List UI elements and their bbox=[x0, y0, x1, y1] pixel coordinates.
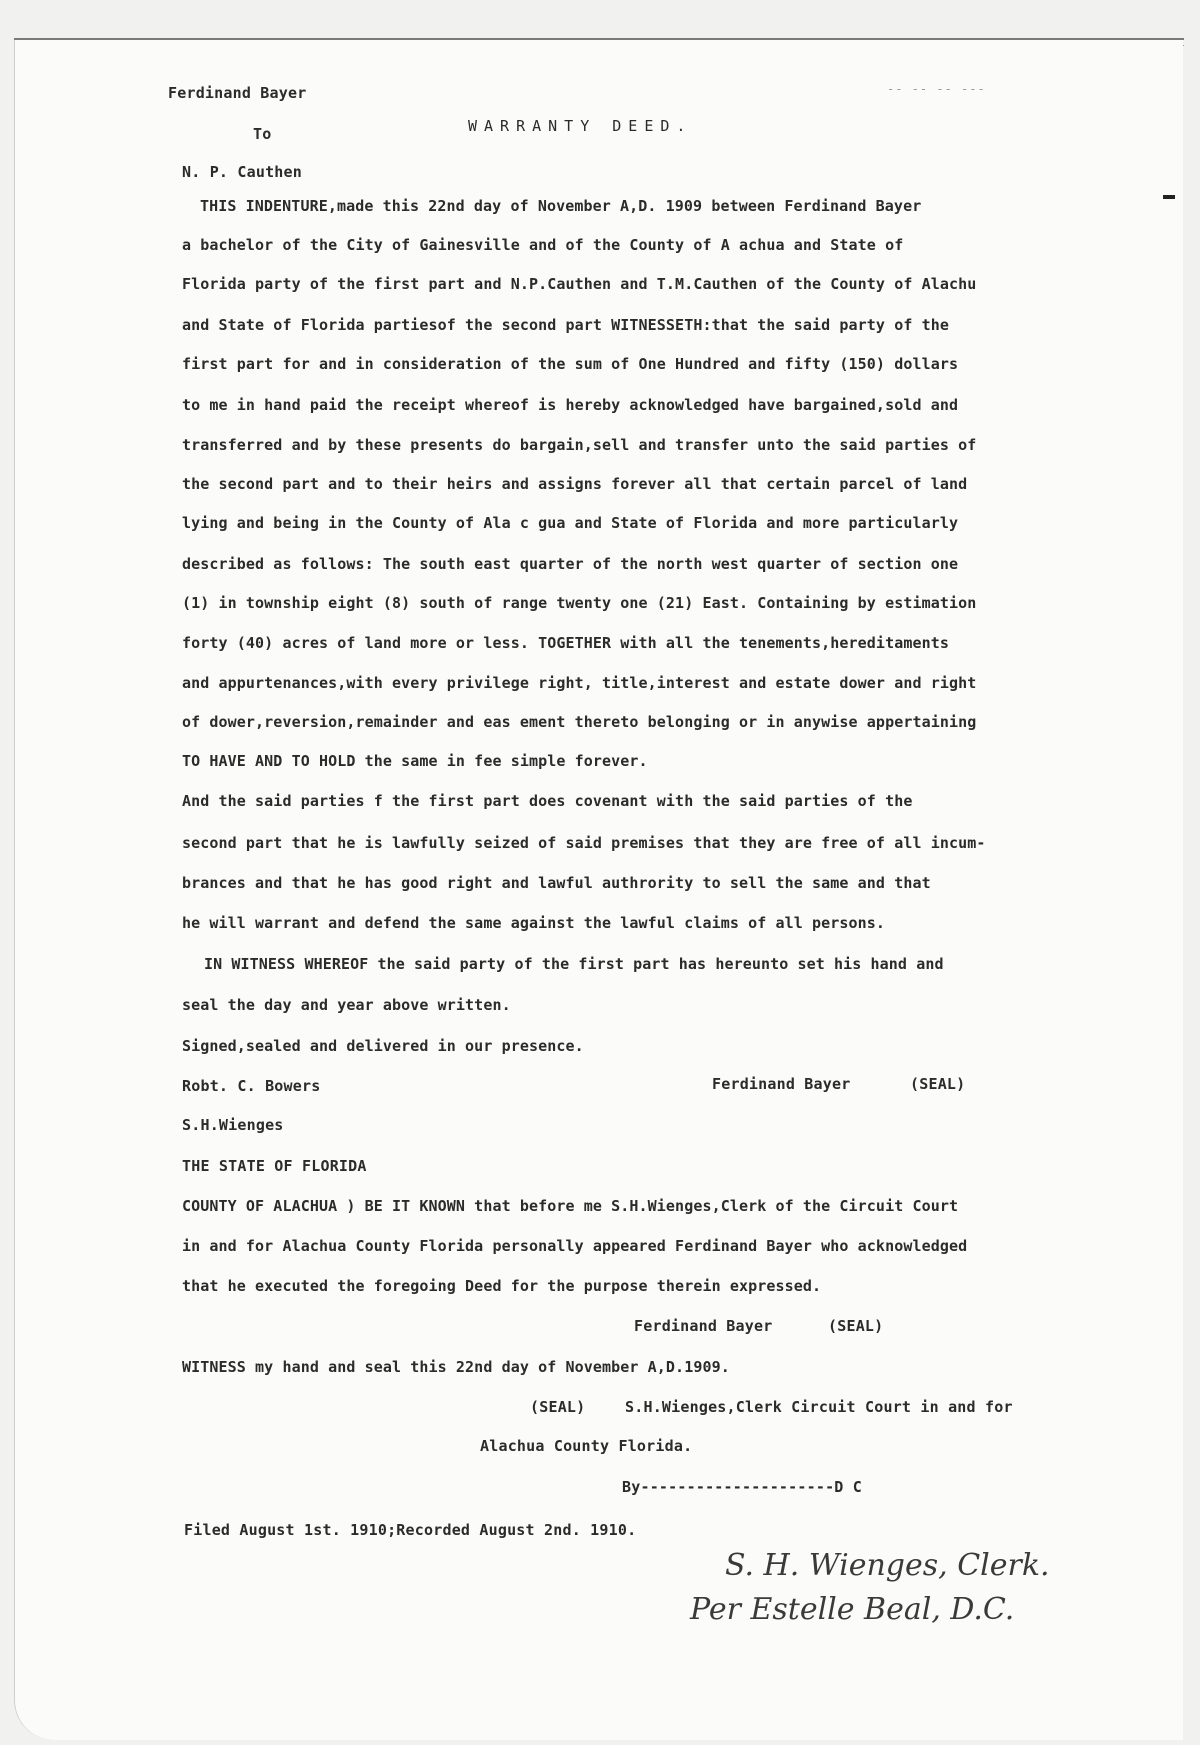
to-label: To bbox=[253, 125, 272, 143]
margin-mark bbox=[1163, 195, 1175, 199]
document-title: WARRANTY DEED. bbox=[468, 117, 693, 135]
signer-name: Ferdinand Bayer bbox=[712, 1075, 851, 1093]
body-line: transferred and by these presents do bargain,sell and transfer unto the said parties of bbox=[182, 436, 977, 454]
body-line: brances and that he has good right and lawful authrority to sell the same and that bbox=[182, 874, 931, 892]
body-line: And the said parties f the first part does covenant with the said parties of the bbox=[182, 792, 913, 810]
grantor-name: Ferdinand Bayer bbox=[168, 84, 307, 102]
grantee-name: N. P. Cauthen bbox=[182, 163, 302, 181]
state-heading: THE STATE OF FLORIDA bbox=[182, 1157, 367, 1175]
witness-line: WITNESS my hand and seal this 22nd day of November A,D.1909. bbox=[182, 1358, 730, 1376]
handwritten-clerk-signature: S. H. Wienges, Clerk. bbox=[725, 1548, 1050, 1583]
body-line: a bachelor of the City of Gainesville and of the County of A achua and State of bbox=[182, 236, 904, 254]
body-line: the second part and to their heirs and assigns forever all that certain parcel of land bbox=[182, 475, 968, 493]
clerk-seal-label: (SEAL) bbox=[530, 1398, 586, 1416]
body-line: first part for and in consideration of the sum of One Hundred and fifty (150) dollars bbox=[182, 355, 959, 373]
body-line: seal the day and year above written. bbox=[182, 996, 511, 1014]
acknowledgment-line: in and for Alachua County Florida personally appeared Ferdinand Bayer who acknowledged bbox=[182, 1237, 968, 1255]
body-line: and State of Florida partiesof the second part WITNESSETH:that the said party of the bbox=[182, 316, 949, 334]
seal-label: (SEAL) bbox=[910, 1075, 966, 1093]
body-line: he will warrant and defend the same against the lawful claims of all persons. bbox=[182, 914, 886, 932]
body-line: second part that he is lawfully seized of said premises that they are free of all incum- bbox=[182, 834, 986, 852]
body-line: Signed,sealed and delivered in our presence. bbox=[182, 1037, 584, 1055]
handwritten-deputy-signature: Per Estelle Beal, D.C. bbox=[690, 1592, 1015, 1627]
body-line: described as follows: The south east quarter of the north west quarter of section one bbox=[182, 555, 959, 573]
body-line: (1) in township eight (8) south of range twenty one (21) East. Containing by estimation bbox=[182, 594, 977, 612]
witness-name: S.H.Wienges bbox=[182, 1116, 284, 1134]
body-line: to me in hand paid the receipt whereof is hereby acknowledged have bargained,sold and bbox=[182, 396, 959, 414]
acknowledgment-line: that he executed the foregoing Deed for the purpose therein expressed. bbox=[182, 1277, 822, 1295]
filing-notation: Filed August 1st. 1910;Recorded August 2nd. 1910. bbox=[184, 1521, 637, 1539]
body-line: lying and being in the County of Ala c gua and State of Florida and more particularly bbox=[182, 514, 959, 532]
body-line: THIS INDENTURE,made this 22nd day of November A,D. 1909 between Ferdinand Bayer bbox=[200, 197, 922, 215]
deputy-clerk-line: By---------------------D C bbox=[622, 1478, 862, 1496]
clerk-county: Alachua County Florida. bbox=[480, 1437, 693, 1455]
seal-label: (SEAL) bbox=[828, 1317, 884, 1335]
acknowledgment-line: COUNTY OF ALACHUA ) BE IT KNOWN that before me S.H.Wienges,Clerk of the Circuit Court bbox=[182, 1197, 959, 1215]
body-line: IN WITNESS WHEREOF the said party of the first part has hereunto set his hand and bbox=[204, 955, 944, 973]
body-line: TO HAVE AND TO HOLD the same in fee simple forever. bbox=[182, 752, 648, 770]
body-line: Florida party of the first part and N.P.Cauthen and T.M.Cauthen of the County of Alachu bbox=[182, 275, 977, 293]
clerk-title: S.H.Wienges,Clerk Circuit Court in and for bbox=[625, 1398, 1013, 1416]
signer-name: Ferdinand Bayer bbox=[634, 1317, 773, 1335]
body-line: forty (40) acres of land more or less. TOGETHER with all the tenements,hereditaments bbox=[182, 634, 949, 652]
body-line: and appurtenances,with every privilege right, title,interest and estate dower and right bbox=[182, 674, 977, 692]
body-line: of dower,reversion,remainder and eas ement thereto belonging or in anywise appertaining bbox=[182, 713, 977, 731]
faint-stamp: -- -- -- --- bbox=[887, 82, 986, 96]
witness-name: Robt. C. Bowers bbox=[182, 1077, 321, 1095]
